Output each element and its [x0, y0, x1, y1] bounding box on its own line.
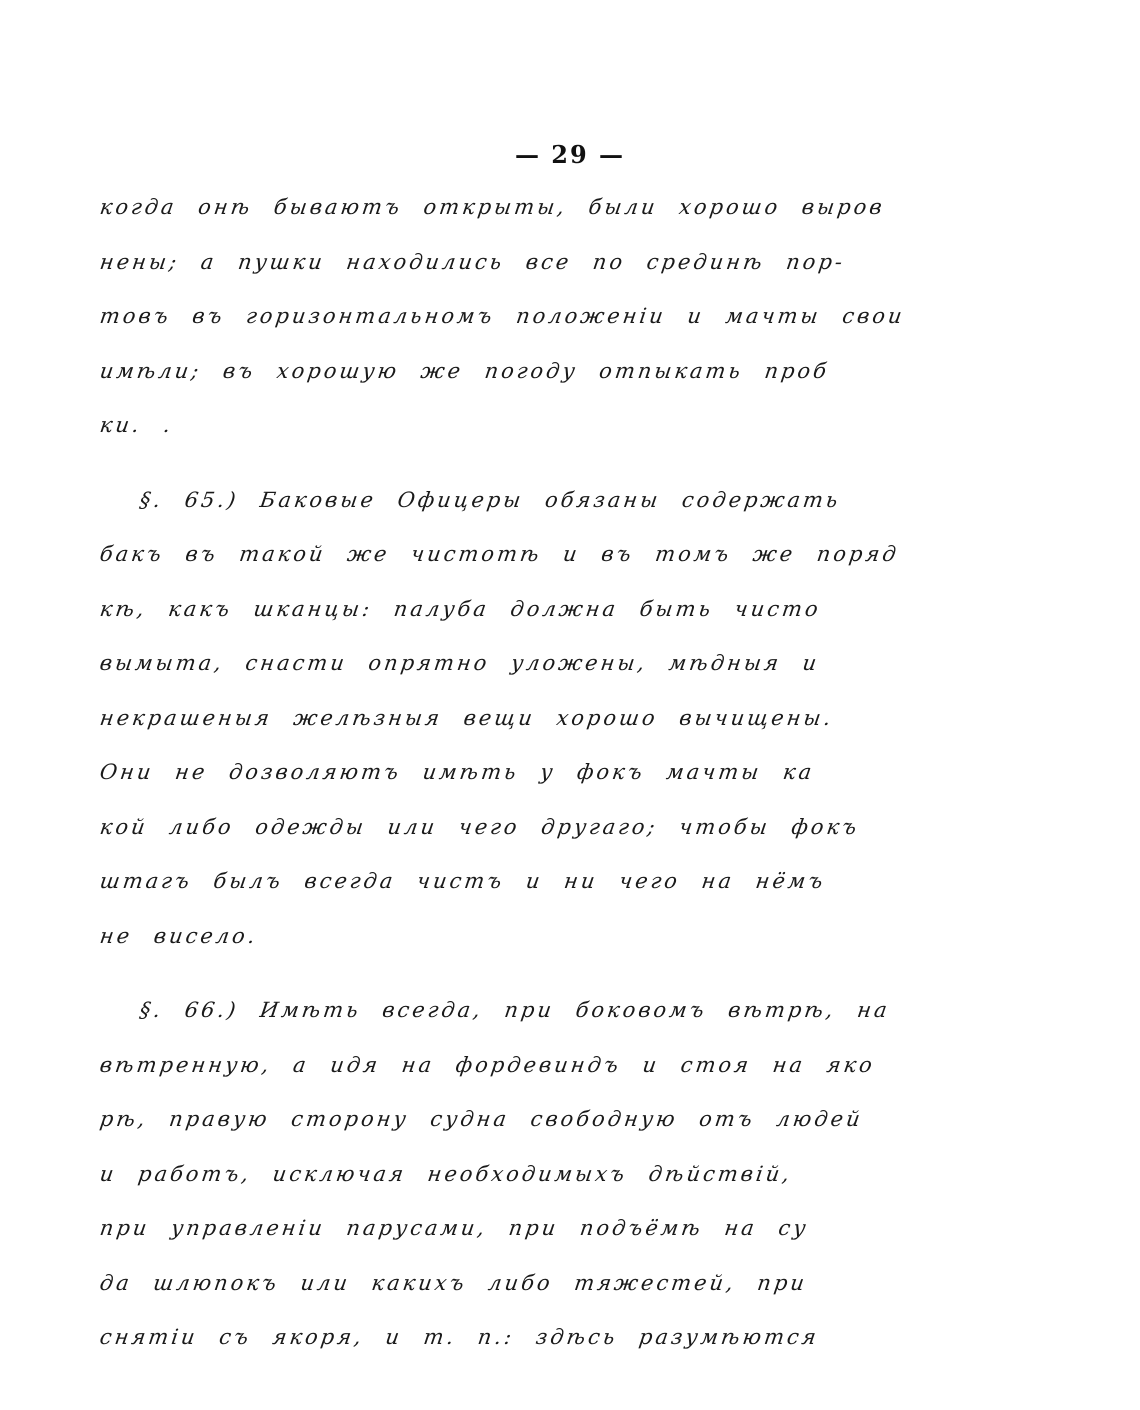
text-line: кѣ, какъ шканцы: палуба должна быть чисто — [98, 596, 823, 621]
text-line: при управленіи парусами, при подъёмѣ на су — [98, 1216, 811, 1240]
text-line: некрашеныя желѣзныя вещи хорошо вычищены. — [98, 705, 836, 730]
text-line: да шлюпокъ или какихъ либо тяжестей, при — [98, 1270, 809, 1295]
text-line: штагъ былъ всегда чистъ и ни чего на нёмъ — [98, 869, 828, 893]
handwritten-text — [100, 180, 940, 1365]
text-line: ки. . — [98, 413, 175, 437]
text-line: нены; а пушки находились все по срединѣ пор- — [98, 249, 847, 274]
text-line: снятіи съ якоря, и т. п.: здѣсь разумѣются — [98, 1325, 821, 1349]
text-line: Они не дозволяютъ имѣть у фокъ мачты ка — [98, 760, 816, 784]
text-line: товъ въ горизонтальномъ положеніи и мачты свои — [98, 304, 907, 328]
text-line: и работъ, исключая необходимыхъ дѣйствій, — [98, 1161, 794, 1186]
text-line: §. 66.) Имѣть всегда, при боковомъ вѣтрѣ, на — [138, 998, 892, 1022]
text-line: вѣтренную, а идя на фордевиндъ и стоя на яко — [98, 1052, 877, 1077]
page-number: — 29 — — [514, 140, 626, 169]
text-line: не висело. — [98, 923, 260, 948]
text-line: когда онѣ бываютъ открыты, были хорошо выров — [98, 195, 887, 219]
text-line: §. 65.) Баковые Офицеры обязаны содержать — [138, 487, 843, 512]
text-line: бакъ въ такой же чистотѣ и въ томъ же поряд — [98, 542, 901, 566]
text-line: рѣ, правую сторону судна свободную отъ людей — [98, 1107, 865, 1131]
text-line: кой либо одежды или чего другаго; чтобы фокъ — [98, 814, 861, 839]
text-line: имѣли; въ хорошую же погоду отпыкать проб — [98, 358, 831, 383]
text-line: вымыта, снасти опрятно уложены, мѣдныя и — [98, 651, 821, 675]
